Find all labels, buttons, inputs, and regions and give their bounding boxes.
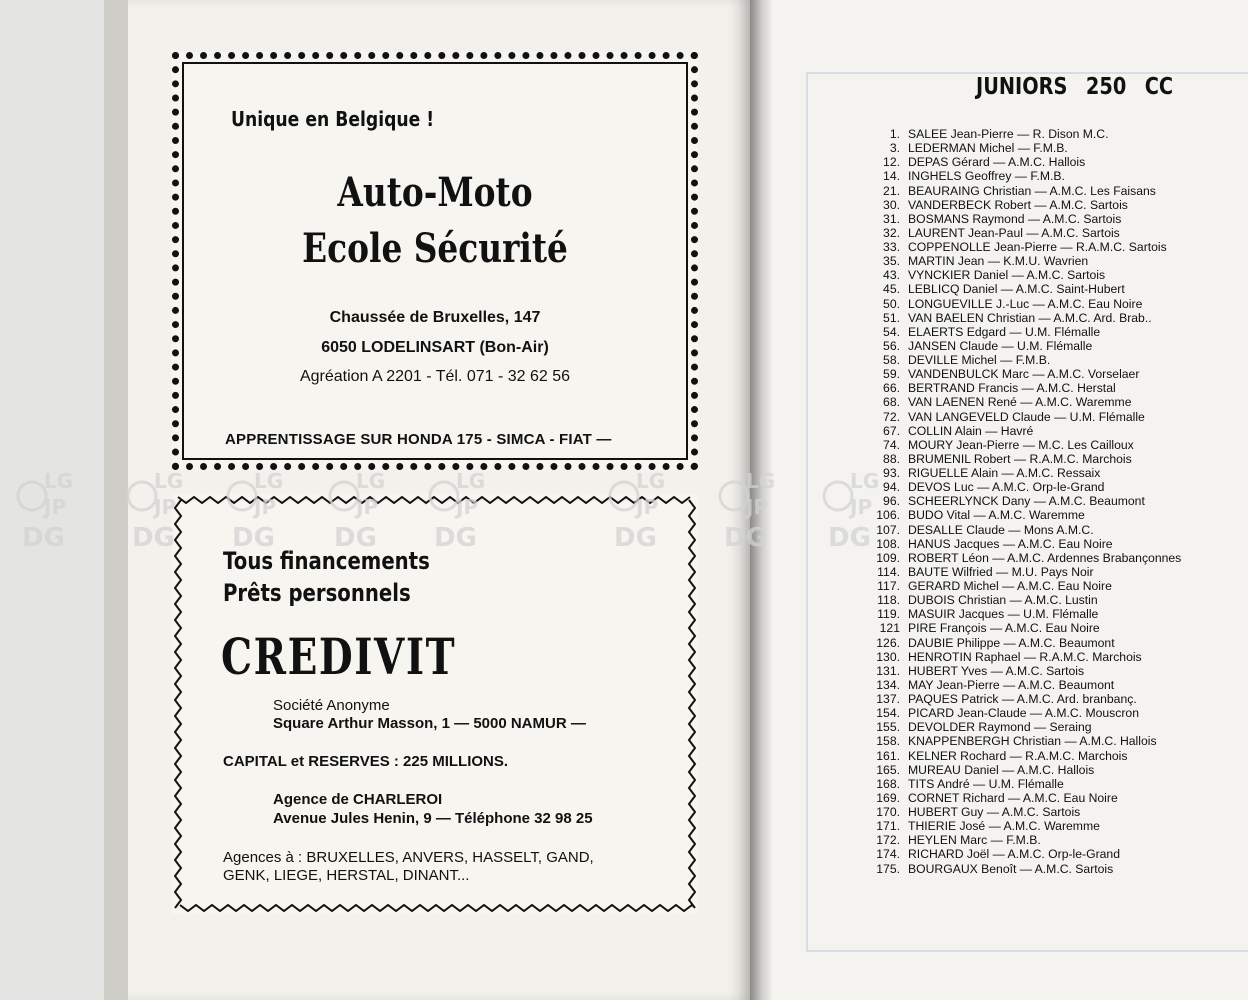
result-number: 175. bbox=[876, 861, 900, 876]
result-text: BEAURAING Christian — A.M.C. Les Faisans bbox=[908, 183, 1156, 198]
result-text: KNAPPENBERGH Christian — A.M.C. Hallois bbox=[908, 734, 1157, 749]
result-text: VANDERBECK Robert — A.M.C. Sartois bbox=[908, 197, 1128, 212]
result-entry bbox=[858, 523, 1248, 537]
result-entry bbox=[858, 607, 1248, 621]
result-entry bbox=[858, 692, 1248, 706]
watermark-text: DG bbox=[132, 523, 175, 553]
watermark-text: LG bbox=[44, 469, 74, 493]
result-text: RIGUELLE Alain — A.M.C. Ressaix bbox=[908, 466, 1101, 480]
result-entry bbox=[858, 169, 1248, 183]
result-entry bbox=[858, 664, 1248, 678]
result-entry bbox=[858, 381, 1248, 395]
result-text: DUBOIS Christian — A.M.C. Lustin bbox=[908, 593, 1098, 608]
result-text: MARTIN Jean — K.M.U. Wavrien bbox=[908, 254, 1089, 269]
result-number: 21. bbox=[883, 183, 900, 198]
result-text: DEVOLDER Raymond — Seraing bbox=[908, 720, 1092, 735]
result-entry bbox=[858, 410, 1248, 424]
ad-tagline: Unique en Belgique ! bbox=[231, 107, 435, 131]
result-number: 54. bbox=[883, 324, 900, 339]
ad-heading-line2: Prêts personnels bbox=[223, 579, 411, 607]
result-text: MUREAU Daniel — A.M.C. Hallois bbox=[908, 762, 1095, 777]
result-number: 3. bbox=[889, 141, 900, 156]
result-text: MASUIR Jacques — U.M. Flémalle bbox=[908, 607, 1099, 622]
result-entry bbox=[858, 240, 1248, 254]
result-entry bbox=[858, 720, 1248, 734]
result-entry bbox=[858, 763, 1248, 777]
result-text: JANSEN Claude — U.M. Flémalle bbox=[908, 338, 1093, 353]
result-number: 172. bbox=[876, 833, 900, 848]
ad-agency-address: Avenue Jules Henin, 9 — Téléphone 32 98 25 bbox=[273, 810, 593, 827]
result-entry bbox=[858, 847, 1248, 861]
result-number: 67. bbox=[883, 423, 900, 438]
result-entry bbox=[858, 791, 1248, 805]
result-text: BAUTE Wilfried — M.U. Pays Noir bbox=[908, 564, 1094, 579]
result-text: LEDERMAN Michel — F.M.B. bbox=[908, 141, 1068, 156]
result-text: VAN LAENEN René — A.M.C. Waremme bbox=[908, 395, 1132, 410]
result-entry bbox=[858, 325, 1248, 339]
result-text: BOSMANS Raymond — A.M.C. Sartois bbox=[908, 211, 1122, 226]
result-number: 1. bbox=[889, 127, 900, 141]
result-text: GERARD Michel — A.M.C. Eau Noire bbox=[908, 579, 1112, 593]
result-entry bbox=[858, 127, 1248, 141]
result-entry bbox=[858, 565, 1248, 579]
result-number: 130. bbox=[876, 649, 900, 664]
result-entry bbox=[858, 424, 1248, 438]
result-text: HUBERT Yves — A.M.C. Sartois bbox=[908, 663, 1085, 678]
result-number: 66. bbox=[883, 381, 900, 396]
result-entry bbox=[858, 636, 1248, 650]
result-number: 14. bbox=[883, 169, 900, 184]
result-number: 137. bbox=[876, 692, 900, 706]
watermark-text: LG bbox=[356, 469, 386, 493]
result-entry bbox=[858, 819, 1248, 833]
result-number: 74. bbox=[883, 437, 900, 452]
result-entry bbox=[858, 141, 1248, 155]
watermark-text: JP bbox=[44, 495, 67, 519]
result-number: 165. bbox=[876, 762, 900, 777]
result-entry bbox=[858, 551, 1248, 565]
watermark-text: JP bbox=[356, 495, 379, 519]
result-text: HUBERT Guy — A.M.C. Sartois bbox=[908, 805, 1081, 819]
result-number: 171. bbox=[876, 819, 900, 834]
result-text: MAY Jean-Pierre — A.M.C. Beaumont bbox=[908, 677, 1115, 692]
ad-title-line1: Auto-Moto bbox=[337, 169, 533, 216]
result-entry bbox=[858, 593, 1248, 607]
watermark-text: LG bbox=[746, 469, 776, 493]
watermark-text: LG bbox=[254, 469, 284, 493]
result-number: 33. bbox=[883, 240, 900, 254]
result-entry bbox=[858, 805, 1248, 819]
result-text: VAN BAELEN Christian — A.M.C. Ard. Brab.. bbox=[908, 310, 1152, 325]
watermark-text: JP bbox=[850, 495, 873, 519]
result-text: DEVILLE Michel — F.M.B. bbox=[908, 353, 1051, 367]
result-number: 106. bbox=[876, 508, 900, 523]
result-text: PICARD Jean-Claude — A.M.C. Mouscron bbox=[908, 706, 1139, 721]
result-entry bbox=[858, 749, 1248, 763]
result-entry bbox=[858, 212, 1248, 226]
watermark-text: DG bbox=[22, 523, 65, 553]
result-number: 56. bbox=[883, 338, 900, 353]
result-text: MOURY Jean-Pierre — M.C. Les Cailloux bbox=[908, 437, 1134, 452]
result-text: LAURENT Jean-Paul — A.M.C. Sartois bbox=[908, 225, 1120, 240]
watermark-text: DG bbox=[434, 523, 477, 553]
result-text: ELAERTS Edgard — U.M. Flémalle bbox=[908, 324, 1101, 339]
watermark-text: LG bbox=[456, 469, 486, 493]
result-number: 72. bbox=[883, 409, 900, 424]
result-entry bbox=[858, 862, 1248, 876]
result-text: DAUBIE Philippe — A.M.C. Beaumont bbox=[908, 635, 1115, 650]
watermark-text: JP bbox=[636, 495, 659, 519]
result-entry bbox=[858, 650, 1248, 664]
watermark-text: JP bbox=[154, 495, 177, 519]
result-number: 88. bbox=[883, 451, 900, 466]
result-number: 107. bbox=[876, 522, 900, 537]
result-number: 121 bbox=[879, 621, 900, 636]
ad-title-line2: Ecole Sécurité bbox=[302, 225, 568, 272]
result-entry bbox=[858, 282, 1248, 296]
result-number: 59. bbox=[883, 367, 900, 382]
result-number: 109. bbox=[876, 550, 900, 565]
result-number: 126. bbox=[876, 635, 900, 650]
ad-credivit bbox=[172, 494, 698, 914]
result-text: VANDENBULCK Marc — A.M.C. Vorselaer bbox=[908, 367, 1140, 382]
ad-address-city: 6050 LODELINSART (Bon-Air) bbox=[321, 339, 549, 356]
result-number: 94. bbox=[883, 480, 900, 495]
ad-agencies-line1: Agences à : BRUXELLES, ANVERS, HASSELT, GAND, bbox=[223, 849, 594, 866]
ad-agencies-line2: GENK, LIEGE, HERSTAL, DINANT... bbox=[223, 867, 470, 884]
result-text: LONGUEVILLE J.-Luc — A.M.C. Eau Noire bbox=[908, 296, 1143, 311]
result-entry bbox=[858, 226, 1248, 240]
result-number: 134. bbox=[876, 677, 900, 692]
watermark-text: JP bbox=[254, 495, 277, 519]
result-text: HENROTIN Raphael — R.A.M.C. Marchois bbox=[908, 649, 1142, 664]
result-text: BOURGAUX Benoît — A.M.C. Sartois bbox=[908, 861, 1114, 876]
ad-contact: Agréation A 2201 - Tél. 071 - 32 62 56 bbox=[299, 368, 571, 385]
result-entry bbox=[858, 579, 1248, 593]
result-number: 51. bbox=[883, 310, 900, 325]
result-number: 119. bbox=[877, 607, 900, 622]
result-number: 58. bbox=[883, 353, 900, 367]
result-number: 169. bbox=[876, 790, 900, 805]
result-number: 96. bbox=[883, 494, 900, 509]
result-number: 45. bbox=[883, 282, 900, 297]
result-text: HEYLEN Marc — F.M.B. bbox=[908, 833, 1041, 848]
result-entry bbox=[858, 254, 1248, 268]
result-number: 154. bbox=[876, 706, 900, 721]
result-entry bbox=[858, 198, 1248, 212]
watermark-text: DG bbox=[334, 523, 377, 553]
ad-company-type: Société Anonyme bbox=[273, 697, 390, 714]
result-text: BUDO Vital — A.M.C. Waremme bbox=[908, 508, 1085, 523]
result-text: THIERIE José — A.M.C. Waremme bbox=[908, 819, 1100, 834]
result-text: SALEE Jean-Pierre — R. Dison M.C. bbox=[908, 127, 1109, 141]
result-text: INGHELS Geoffrey — F.M.B. bbox=[908, 169, 1065, 184]
result-text: SCHEERLYNCK Dany — A.M.C. Beaumont bbox=[908, 494, 1145, 509]
ad-address: Square Arthur Masson, 1 — 5000 NAMUR — bbox=[273, 715, 586, 732]
result-number: 50. bbox=[883, 296, 900, 311]
results-title: JUNIORS 250 CC bbox=[976, 74, 1174, 100]
ad-address-street: Chaussée de Bruxelles, 147 bbox=[329, 309, 541, 326]
ad-brand: CREDIVIT bbox=[221, 627, 457, 686]
result-entry bbox=[858, 297, 1248, 311]
result-number: 108. bbox=[876, 536, 900, 551]
result-text: PAQUES Patrick — A.M.C. Ard. branbanç. bbox=[908, 692, 1137, 706]
result-number: 12. bbox=[883, 155, 900, 170]
ad-capital: CAPITAL et RESERVES : 225 MILLIONS. bbox=[223, 753, 509, 770]
result-entry bbox=[858, 734, 1248, 748]
result-number: 118. bbox=[877, 593, 900, 608]
result-text: KELNER Rochard — R.A.M.C. Marchois bbox=[908, 748, 1128, 763]
result-number: 31. bbox=[883, 211, 900, 226]
result-text: VAN LANGEVELD Claude — U.M. Flémalle bbox=[908, 409, 1145, 424]
result-text: DEPAS Gérard — A.M.C. Hallois bbox=[908, 155, 1086, 170]
result-text: LEBLICQ Daniel — A.M.C. Saint-Hubert bbox=[908, 282, 1125, 297]
ad-footer: APPRENTISSAGE SUR HONDA 175 - SIMCA - FIAT — bbox=[225, 431, 612, 448]
result-text: COLLIN Alain — Havré bbox=[908, 423, 1034, 438]
result-entry bbox=[858, 184, 1248, 198]
result-entry bbox=[858, 353, 1248, 367]
watermark-text: JP bbox=[456, 495, 479, 519]
watermark-text: DG bbox=[828, 523, 871, 553]
result-entry bbox=[858, 480, 1248, 494]
result-number: 168. bbox=[876, 776, 900, 791]
result-text: ROBERT Léon — A.M.C. Ardennes Brabançonnes bbox=[908, 550, 1182, 565]
result-entry bbox=[858, 508, 1248, 522]
result-text: COPPENOLLE Jean-Pierre — R.A.M.C. Sartois bbox=[908, 240, 1167, 254]
ad-auto-moto bbox=[172, 52, 698, 470]
result-entry bbox=[858, 537, 1248, 551]
result-number: 43. bbox=[883, 268, 900, 283]
result-number: 30. bbox=[883, 197, 900, 212]
watermark-text: LG bbox=[636, 469, 666, 493]
result-number: 155. bbox=[876, 720, 900, 735]
result-text: HANUS Jacques — A.M.C. Eau Noire bbox=[908, 536, 1113, 551]
watermark-text: JP bbox=[746, 495, 769, 519]
result-number: 131. bbox=[876, 663, 900, 678]
result-entry bbox=[858, 395, 1248, 409]
watermark-text: LG bbox=[154, 469, 184, 493]
result-number: 174. bbox=[876, 847, 900, 862]
result-text: BRUMENIL Robert — R.A.M.C. Marchois bbox=[908, 451, 1132, 466]
result-entry bbox=[858, 621, 1248, 635]
result-text: PIRE François — A.M.C. Eau Noire bbox=[908, 621, 1100, 636]
result-entry bbox=[858, 494, 1248, 508]
result-text: BERTRAND Francis — A.M.C. Herstal bbox=[908, 381, 1116, 396]
result-entry bbox=[858, 777, 1248, 791]
results-list bbox=[858, 127, 1248, 876]
result-text: CORNET Richard — A.M.C. Eau Noire bbox=[908, 790, 1118, 805]
result-number: 161. bbox=[876, 748, 900, 763]
result-number: 158. bbox=[876, 734, 900, 749]
ad-heading-line1: Tous financements bbox=[223, 547, 430, 575]
result-number: 93. bbox=[883, 466, 900, 480]
result-text: TITS André — U.M. Flémalle bbox=[908, 776, 1064, 791]
result-entry bbox=[858, 706, 1248, 720]
result-entry bbox=[858, 367, 1248, 381]
watermark-text: DG bbox=[614, 523, 657, 553]
result-entry bbox=[858, 466, 1248, 480]
result-text: DESALLE Claude — Mons A.M.C. bbox=[908, 522, 1094, 537]
result-number: 32. bbox=[883, 225, 900, 240]
result-number: 117. bbox=[877, 579, 900, 593]
result-entry bbox=[858, 833, 1248, 847]
result-number: 170. bbox=[876, 805, 900, 819]
result-entry bbox=[858, 678, 1248, 692]
watermark-text: LG bbox=[850, 469, 880, 493]
result-number: 35. bbox=[883, 254, 900, 269]
result-text: VYNCKIER Daniel — A.M.C. Sartois bbox=[908, 268, 1106, 283]
result-entry bbox=[858, 339, 1248, 353]
result-entry bbox=[858, 268, 1248, 282]
result-number: 114. bbox=[877, 564, 900, 579]
result-entry bbox=[858, 311, 1248, 325]
page-stack-edge bbox=[104, 0, 128, 1000]
result-entry bbox=[858, 155, 1248, 169]
result-entry bbox=[858, 438, 1248, 452]
book-gutter bbox=[750, 0, 772, 1000]
result-entry bbox=[858, 452, 1248, 466]
watermark-text: DG bbox=[232, 523, 275, 553]
ad-agency-title: Agence de CHARLEROI bbox=[273, 791, 443, 808]
result-text: DEVOS Luc — A.M.C. Orp-le-Grand bbox=[908, 480, 1105, 495]
watermark-text: DG bbox=[724, 523, 767, 553]
result-number: 68. bbox=[883, 395, 900, 410]
result-text: RICHARD Joël — A.M.C. Orp-le-Grand bbox=[908, 847, 1120, 862]
